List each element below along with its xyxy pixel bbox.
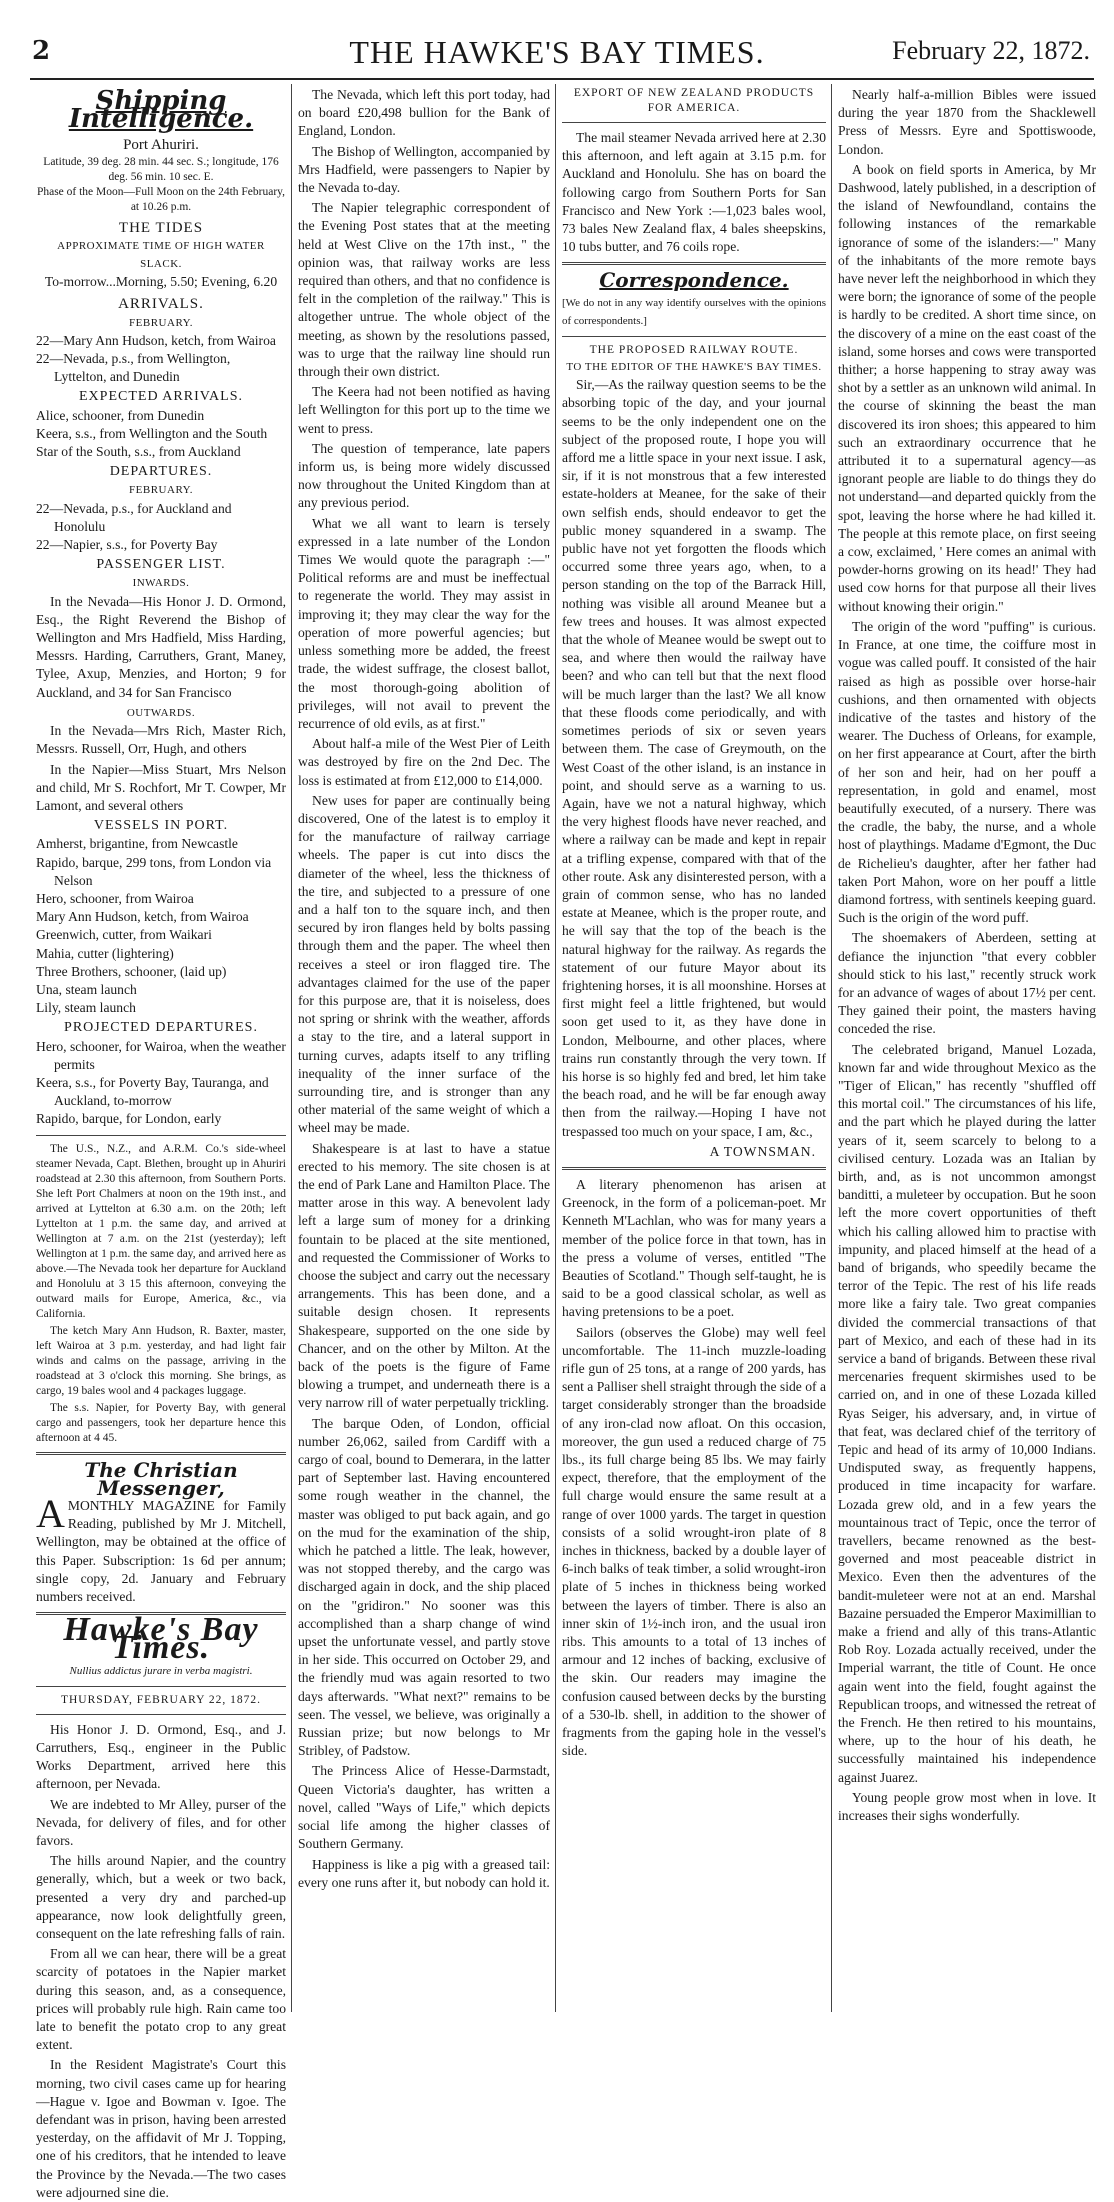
news-paragraph: The barque Oden, of London, official number 26,062, sailed from Cardiff with a cargo of coal, bound to Demerara, in the latter part of September last. Having encountered some rough weather in the channel, the master was obliged to put back again, and go on the mud for the examination of the ship, which he patched a little. The leak, however, was not stopped thereby, and the cargo was discharged again in dock, and the ship placed on the "gridiron." No sooner was this accomplished than a sharp change of wind upset the unfortunate vessel, and partly stove in her side. This occurred on October 29, and the friendly mud was again resorted to two days afterwards. "What next?" remains to be seen. The vessel, we believe, was originally a Russian prize; but now belongs to Mr Stribley, of Padstow.: [298, 1415, 550, 1759]
nevada-report: The U.S., N.Z., and A.R.M. Co.'s side-wheel steamer Nevada, Capt. Blethen, brought up in Ahuriri roadstead at 2.30 this afternoon, from Southern Ports. She left Port Chalmers at noon on the 19th inst., and arrived at Lyttelton at 6.30 a.m. on the 20th; left Lyttelton at 1 p.m. the same day, and arrived at Wellington at 7 a.m. on the 21st (yesterday); left Wellington at 1 p.m. the same day, and arrived here as above.—The Nevada took her departure for Auckland and Honolulu at 3 15 this afternoon, conveying the outward mails for Europe, America, &c., via California.: [36, 1142, 286, 1320]
napier-report: The s.s. Napier, for Poverty Bay, with general cargo and passengers, took her departure hence this afternoon at 4 45.: [36, 1401, 286, 1444]
list-item: Alice, schooner, from Dunedin: [36, 407, 205, 423]
news-paragraph: The Napier telegraphic correspondent of the Evening Post states that at the meeting held at West Clive on the 17th inst., " the opinion was, that railway works are less required than others, and that no confidence is felt in the completion of the railway." This is altogether untrue. The whole object of the meeting, as shown by the resolutions passed, was to urge that the railway line should run through their own district.: [298, 200, 550, 380]
port-name: Port Ahuriri.: [123, 137, 199, 154]
export-heading: EXPORT OF NEW ZEALAND PRODUCTS FOR AMERICA.: [573, 87, 815, 114]
list-item: Hero, schooner, from Wairoa: [36, 890, 194, 906]
newspaper-title: THE HAWKE'S BAY TIMES.: [349, 34, 765, 70]
column-3: [562, 86, 826, 2006]
arrivals-month: FEBRUARY.: [129, 316, 193, 329]
expected-arrivals-heading: EXPECTED ARRIVALS.: [79, 389, 243, 405]
column-divider: [831, 84, 832, 2012]
news-paragraph: The Keera had not been notified as having left Wellington for this port up to the time we went to press.: [298, 384, 550, 436]
correspondence-heading: Correspondence.: [599, 268, 789, 293]
list-item: Keera, s.s., for Poverty Bay, Tauranga, and Auckland, to-morrow: [36, 1074, 269, 1109]
column-divider: [291, 84, 292, 2012]
inwards-passengers: In the Nevada—His Honor J. D. Ormond, Esq., the Right Reverend the Bishop of Wellington and Mrs Hadfield, Miss Harding, Messrs. Harding, Carruthers, Grant, Maney, Tylee, Axup, Menzies, and Horton; 9 for Auckland, and 34 for San Francisco: [36, 593, 286, 700]
news-paragraph: Shakespeare is at last to have a statue erected to his memory. The site chosen is at the end of Park Lane and Hamilton Place. The matter arose in this way. A benevolent lady left a large sum of money for a drinking fountain to be placed at the site mentioned, and requested the Commissioner of Works to choose the subject and carry out the necessary arrangements. This has been done, and a suitable design chosen. It represents Shakespeare, supported on the one side by Chancer, and on the other by Milton. At the back of the poets is the figure of Fame blowing a trumpet, and underneath there is a very narrow rill of water perpetually trickling.: [298, 1140, 550, 1411]
motto: Nullius addictus jurare in verba magistri.: [69, 1664, 253, 1677]
outwards-passengers: In the Napier—Miss Stuart, Mrs Nelson and child, Mr S. Rochfort, Mr T. Cowper, Mr Lamont, and several others: [36, 761, 286, 813]
news-paragraph: The Nevada, which left this port today, had on board £20,498 bullion for the Bank of England, London.: [298, 87, 550, 139]
column-divider: [555, 84, 556, 2012]
latitude-longitude: Latitude, 39 deg. 28 min. 44 sec. S.; longitude, 176 deg. 56 min. 10 sec. E.: [43, 155, 279, 183]
list-item: 22—Nevada, p.s., from Wellington, Lyttelton, and Dunedin: [36, 351, 231, 385]
departures-month: FEBRUARY.: [129, 484, 193, 497]
news-paragraph: A book on field sports in America, by Mr Dashwood, lately published, in a description of the island of Newfoundland, contains the following instances of the remarkable ignorance of some of the islanders:—" Many of the inhabitants of the more remote bays have never left the neighborhood in which they were born; the ignorance of some of the people is hardly to be credited. A short time since, on the discovery of a mine on the east coast of the island, some horses and cows were transported thither; a horse happening to stray away was shot by a settler as an unknown wild animal. In the course of skinning the beast the man discovered its iron shoes; this appeared to him such an extraordinary occurrence that he attributed it to a supernatural agency—as ignorant people are liable to do things they do not understand—and departed quickly from the spot, leaving the horse where he had killed it. The people at this remote place, on first seeing a cow, exclaimed, ' Here comes an animal with powder-horns growing on its head!' They had used cow horns for that purpose all their lives without knowing their origin.": [838, 161, 1096, 614]
shipping-heading: Shipping Intelligence.: [68, 86, 254, 135]
outwards-passengers: In the Nevada—Mrs Rich, Master Rich, Messrs. Russell, Orr, Hugh, and others: [36, 723, 286, 757]
list-item: Keera, s.s., from Wellington and the South: [36, 425, 268, 441]
list-item: Three Brothers, schooner, (laid up): [36, 963, 227, 979]
list-item: 22—Mary Ann Hudson, ketch, from Wairoa: [36, 332, 276, 348]
page-header: [0, 0, 1114, 68]
list-item: 22—Napier, s.s., for Poverty Bay: [36, 537, 218, 553]
news-paragraph: Sailors (observes the Globe) may well feel uncomfortable. The 11-inch muzzle-loading rifle gun of 25 tons, at a range of 200 yards, has sent a Palliser shell straight through the side of a target considerably stronger than the broadside of any iron-clad now afloat. On this occasion, moreover, the gun used a reduced charge of 75 lbs., its full charge being 85 lbs. We may fairly expect, therefore, that the employment of the full charge would ensure the same result at a range of over 1000 yards. The target in question consists of a solid wrought-iron plate of 8 inches in thickness, backed by a double layer of 6-inch balks of teak timber, a solid wrought-iron plate of 5 inches in thickness being worked between the layers of timber. There is also an inner skin of 1½-inch iron, and the usual iron ribs. This amounts to a total of 13 inches of armour and 12 inches of backing, exclusive of the skin. Our readers may imagine the confusion caused between decks by the bursting of a 530-lb. shell, in addition to the shower of fragments from the gaping hole in the vessel's side.: [562, 1324, 826, 1759]
news-paragraph: A literary phenomenon has arisen at Greenock, in the form of a policeman-poet. Mr Kenneth M'Lachlan, who was for many years a member of the police force in that town, has in the press a volume of verses, entitled "The Beauties of Scotland." Though self-taught, he is said to be a good classical scholar, as well as having pretensions to be a poet.: [562, 1176, 826, 1320]
tides-times: To-morrow...Morning, 5.50; Evening, 6.20: [44, 274, 278, 290]
letter-body: Sir,—As the railway question seems to be the absorbing topic of the day, and your journal seems to be the only independent one on the subject of the proposed route, I hope you will afford me a little space in your next issue. I ask, sir, if it is not monstrous that a few interested estate-holders at Meanee, for the sake of their own selfish ends, should endeavor to get the public money squandered in a swamp. The public have not yet forgotten the floods which occurred some three years ago, when, to a person standing on the top of the Barrack Hill, nothing was visible all around Meanee but a few trees and houses. It was almost expected that the whole of Meanee would be swept out to sea, and where then would the railway have been? and who can tell but that the next flood will be much larger than the last? We all know that these floods come periodically, and with sometimes periods of six or seven years between them. The case of Greymouth, on the West Coast of the other island, is an instance in point, and should serve as a warning to us. Again, have we not a natural highway, which the very highest floods have never reached, and where a railway can be made and kept in repair at a trifling expense, compared with that of the other route. Ask any disinterested person, with a grain of common sense, who has no landed estate at Meanee, which is the proper route, and he will say that the top of the beach is the natural highway for the railway. As regards the statement of our future Mayor about its frightening horses, it is all moonshine. Horses at first might feel a little frightened, but would soon get used to it, as they have done in London, Melbourne, and other places, where trains run constantly through the very town. If his horse is so highly fed and bred, let him take the beach road, and he will be far enough away then from the railway.—Hoping I have not trespassed too much on your space, I am, &c.,: [562, 377, 826, 1139]
list-item: Rapido, barque, for London, early: [36, 1111, 222, 1127]
vessels-heading: VESSELS IN PORT.: [93, 818, 229, 834]
list-item: Lily, steam launch: [36, 1000, 136, 1016]
letter-signature: A TOWNSMAN.: [709, 1143, 816, 1159]
news-paragraph: Young people grow most when in love. It increases their sighs wonderfully.: [838, 1789, 1096, 1824]
issue-date: February 22, 1872.: [892, 36, 1090, 65]
news-paragraph: The celebrated brigand, Manuel Lozada, known far and wide throughout Mexico as the "Tiger of Elican," has recently "shuffled off this mortal coil." The circumstances of his life, and the part which he played during the latter years of it, seem scarcely to belong to a civilised century. Lozada was an Italian by birth, and, as is not uncommon amongst banditti, a muleteer by occupation. But he soon left the more covert opportunities of theft which his calling allowed him to practise with impunity, and placed himself at the head of a band of brigands, who speedily became the terror of the Tepic. The rest of his life reads more like a fairy tale. Two great companies divided the commercial transactions of that part of Mexico, and each of these had in its service a band of brigands. Between these rival mercenaries frequent skirmishes used to be carried on, and in one of these Lozada killed Ryas Seiger, his adversary, and, in virtue of that feat, was declared chief of the territory of Tepic and head of its army of 10,000 Indians. Undisputed sway, as frequently happens, produced in time incapacity for warfare. Lozada grew old, and in a few years the mountainous tract of Tepic, once the terror of travellers, became renowned as the best-governed and most peaceable district in Mexico. Even then the adventures of the bandit-muleteer were not at an end. Marshal Bazaine persuaded the Emperor Maximillian to make a friend and ally of this trans-Atlantic Rob Roy. Lozada actually received, under the Imperial warrant, the title of Count. He once again went into the field, fought against the Republican troops, and witnessed the retreat of the French. He then retired to his mountains, where, up to the hour of his death, he successfully maintained his independence against Juarez.: [838, 1041, 1096, 1785]
messenger-heading: The Christian Messenger,: [84, 1457, 238, 1500]
list-item: Una, steam launch: [36, 981, 137, 997]
news-paragraph: Nearly half-a-million Bibles were issued during the year 1870 from the Shacklewell Press of Messrs. Eyre and Spottiswoode, London.: [838, 87, 1096, 157]
outwards-heading: OUTWARDS.: [126, 706, 196, 719]
ketch-report: The ketch Mary Ann Hudson, R. Baxter, master, left Wairoa at 3 p.m. yesterday, and had light fair winds and calms on the passage, arriving in the roadstead at 3 o'clock this morning. She brings, as cargo, 19 bales wool and 4 packages luggage.: [36, 1324, 286, 1397]
list-item: Hero, schooner, for Wairoa, when the weather permits: [36, 1038, 286, 1072]
departures-heading: DEPARTURES.: [109, 464, 213, 480]
news-paragraph: From all we can hear, there will be a great scarcity of potatoes in the Napier market during this season, and, as a consequence, prices will probably rule high. Rain came too late to benefit the potato crop to any great extent.: [36, 1946, 286, 2053]
list-item: 22—Nevada, p.s., for Auckland and Honolulu: [36, 500, 232, 534]
column-4: [838, 86, 1096, 2006]
news-paragraph: The Princess Alice of Hesse-Darmstadt, Queen Victoria's daughter, has written a novel, called "Ways of Life," which depicts social life among the higher classes of Southern Germany.: [298, 1763, 550, 1852]
list-item: Greenwich, cutter, from Waikari: [36, 927, 212, 943]
list-item: Star of the South, s.s., from Auckland: [36, 444, 241, 460]
messenger-advert: AMONTHLY MAGAZINE for Family Reading, published by Mr J. Mitchell, Wellington, may be obtained at the office of this Paper. Subscription: 1s 6d per annum; single copy, 2d. January and February numbers received.: [36, 1490, 286, 1604]
news-paragraph: We are indebted to Mr Alley, purser of the Nevada, for delivery of files, and for other favors.: [36, 1796, 286, 1849]
page-number: 2: [32, 36, 51, 66]
news-paragraph: The hills around Napier, and the country generally, which, but a week or two back, presented a very dry and parched-up appearance, now look delightfully green, consequent on the late refreshing falls of rain.: [36, 1853, 286, 1942]
passenger-list-heading: PASSENGER LIST.: [96, 557, 226, 573]
list-item: Rapido, barque, 299 tons, from London via Nelson: [36, 854, 272, 888]
news-paragraph: In the Resident Magistrate's Court this morning, two civil cases came up for hearing—Hague v. Igoe and Bowman v. Igoe. The defendant was in prison, having been arrested yesterday, on the affidavit of Mr J. Topping, one of his creditors, that he intended to leave the Province by the Nevada.—The two cases were adjourned sine die.: [36, 2057, 286, 2200]
news-paragraph: About half-a mile of the West Pier of Leith was destroyed by fire on the 2nd Dec. The loss is estimated at from £12,000 to £14,000.: [298, 736, 550, 788]
tides-heading: THE TIDES: [118, 219, 204, 236]
news-paragraph: New uses for paper are continually being discovered, One of the latest is to employ it for the manufacture of railway carriage wheels. The paper is cut into discs the diameter of the wheel, less the thickness of the tire, and subjected to a pressure of one and a half ton to the square inch, and then secured by iron flanges held by bolts passing through them and the paper. The wheel then receives a steel or iron flagged tire. The advantages claimed for the use of the paper for this purpose are, that it is noiseless, does not spring or shrink with the weather, affords a stay to the tire, and a lateral support in turning curves, adapts itself to any trifling inequality of the inner surface of the surrounding tire, and is stronger than any other material of the same weight of which a wheel may be made.: [298, 792, 550, 1136]
correspondence-note: [We do not in any way identify ourselves with the opinions of correspondents.]: [562, 296, 826, 327]
header-rule: [30, 78, 1094, 80]
tides-subheading: APPROXIMATE TIME OF HIGH WATER SLACK.: [57, 239, 265, 271]
news-paragraph: His Honor J. D. Ormond, Esq., and J. Carruthers, Esq., engineer in the Public Works Department, arrived here this afternoon, per Nevada.: [36, 1721, 286, 1792]
news-paragraph: The Bishop of Wellington, accompanied by Mrs Hadfield, were passengers to Napier by the Nevada to-day.: [298, 143, 550, 196]
masthead: Hawke's Bay Times.: [63, 1611, 259, 1667]
column-2: [298, 86, 550, 2006]
news-paragraph: The origin of the word "puffing" is curious. In France, at one time, the coiffure most in vogue was called pouff. It consisted of the hair raised as high as possible over horse-hair cushions, and then ornamented with objects indicative of the tastes and history of the wearer. The Duchess of Orleans, for example, on her first appearance at Court, after the birth of her son and heir, had on her pouff a representation, in gold and enamel, most beautifully executed, of a nursery. There was the cradle, the baby, the nurse, and a whole host of playthings. Madame d'Egmont, the Duc de Richelieu's daughter, after her father had taken Port Mahon, wore on her pouff a little diamond fortress, with sentinels keeping guard. Such is the origin of the word puff.: [838, 618, 1096, 926]
column-1: [36, 86, 286, 2200]
letter-address: TO THE EDITOR OF THE HAWKE'S BAY TIMES.: [566, 361, 822, 374]
news-paragraph: The question of temperance, late papers inform us, is being more widely discussed now throughout the United Kingdom than at any previous period.: [298, 440, 550, 511]
dateline: THURSDAY, FEBRUARY 22, 1872.: [60, 1693, 262, 1706]
list-item: Amherst, brigantine, from Newcastle: [36, 836, 238, 852]
news-paragraph: Happiness is like a pig with a greased tail: every one runs after it, but nobody can hold it.: [298, 1856, 550, 1890]
export-paragraph: The mail steamer Nevada arrived here at 2.30 this afternoon, and left again at 3.15 p.m. for Auckland and Honolulu. She has on board the following cargo from Southern Ports for San Francisco and New York :—1,023 bales wool, 73 bales New Zealand flax, 4 bales sheepskins, 10 tubs butter, and 76 coils rope.: [562, 130, 826, 255]
inwards-heading: INWARDS.: [132, 577, 190, 590]
moon-phase: Phase of the Moon—Full Moon on the 24th February, at 10.26 p.m.: [36, 185, 286, 213]
list-item: Mahia, cutter (lightering): [36, 945, 174, 961]
letter-title: THE PROPOSED RAILWAY ROUTE.: [589, 344, 799, 357]
news-paragraph: The shoemakers of Aberdeen, setting at defiance the injunction "that every cobbler should stick to his last," recently struck work for an advance of wages of about 17½ per cent. They gained their point, the masters having conceded the rise.: [838, 930, 1096, 1037]
arrivals-heading: ARRIVALS.: [118, 296, 204, 313]
list-item: Mary Ann Hudson, ketch, from Wairoa: [36, 909, 249, 925]
projected-departures-heading: PROJECTED DEPARTURES.: [64, 1020, 258, 1036]
news-paragraph: What we all want to learn is tersely expressed in a late number of the London Times We would quote the paragraph :—" Political reforms are and must be ineffectual to regenerate the world. They may assist in improving it; they may clear the way for the operation of more powerful agencies; but unless something more be added, the freest trade, the widest suffrage, the closest ballot, the most thorough-going abolition of privileges, will not avail to prevent the recurrence of old evils, as at first.": [298, 515, 550, 731]
